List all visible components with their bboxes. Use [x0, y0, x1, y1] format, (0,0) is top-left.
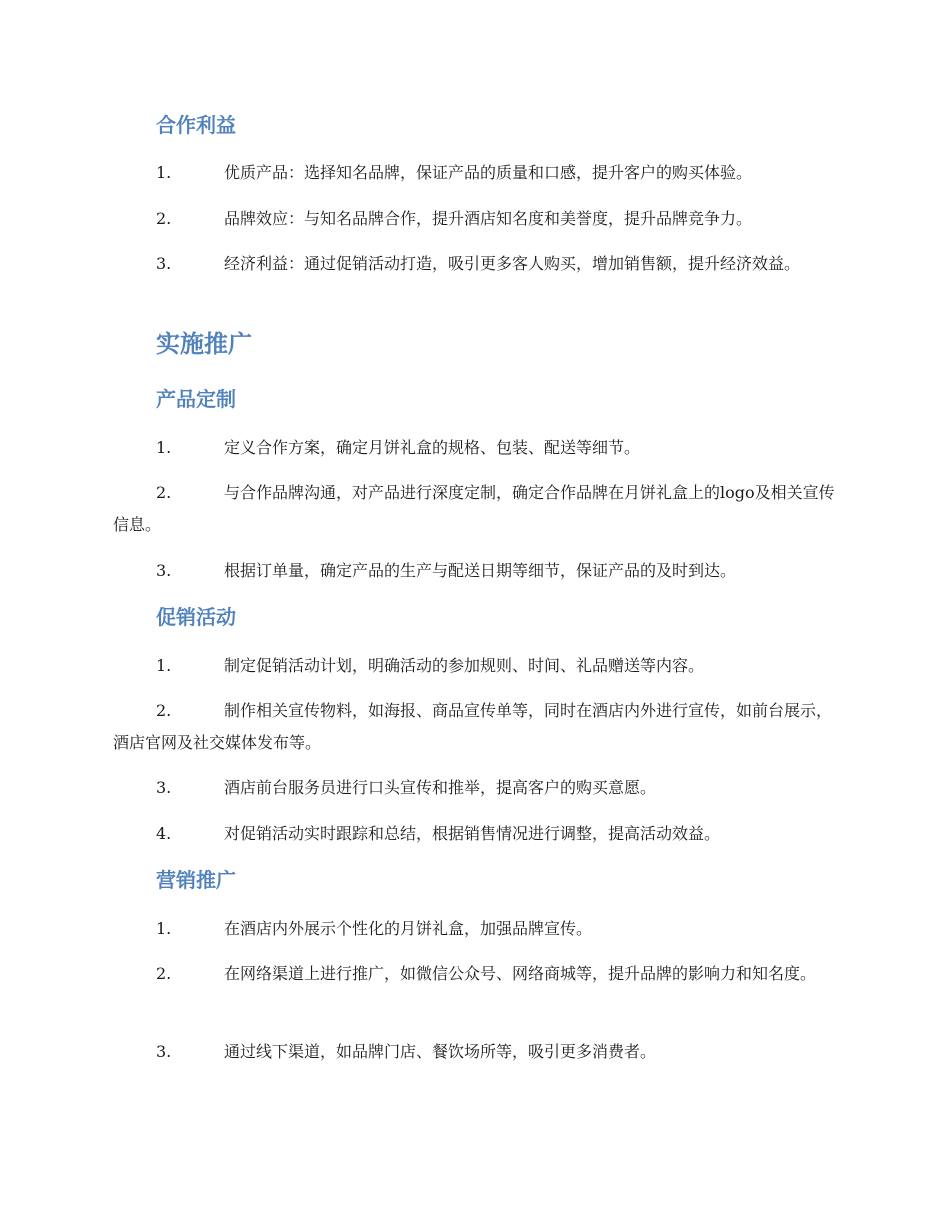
- list-item-number: 3.: [156, 778, 172, 797]
- list-item: [113, 555, 839, 587]
- list-item-text: 制定促销活动计划，明确活动的参加规则、时间、礼品赠送等内容。: [224, 656, 705, 675]
- list-item-number: 2.: [156, 964, 172, 983]
- list-item-text: 制作相关宣传物料，如海报、商品宣传单等，同时在酒店内外进行宣传，如前台展示，酒店官网及社交媒体发布等。: [113, 701, 833, 752]
- list-item: [113, 772, 839, 804]
- list-item-number: 3.: [156, 561, 172, 580]
- section-heading-customization: 产品定制: [156, 387, 236, 411]
- list-item-text: 优质产品：选择知名品牌，保证产品的质量和口感，提升客户的购买体验。: [224, 163, 753, 182]
- list-item: [113, 203, 839, 235]
- section-heading-implementation: 实施推广: [156, 330, 252, 358]
- list-item-number: 2.: [156, 483, 172, 502]
- list-item: [113, 958, 839, 990]
- list-item: [113, 432, 839, 464]
- list-item-number: 4.: [156, 824, 172, 843]
- list-item-number: 3.: [156, 254, 172, 273]
- list-item: [113, 650, 839, 682]
- list-item: [113, 913, 839, 945]
- list-item-text: 经济利益：通过促销活动打造，吸引更多客人购买，增加销售额，提升经济效益。: [224, 254, 801, 273]
- list-item-text: 品牌效应：与知名品牌合作，提升酒店知名度和美誉度，提升品牌竞争力。: [224, 209, 753, 228]
- list-item-text: 酒店前台服务员进行口头宣传和推举，提高客户的购买意愿。: [224, 778, 657, 797]
- list-item-number: 3.: [156, 1042, 172, 1061]
- section-heading-marketing: 营销推广: [156, 868, 236, 892]
- list-item: [113, 248, 839, 280]
- list-item-number: 1.: [156, 438, 172, 457]
- list-item: [113, 818, 839, 850]
- list-item-number: 1.: [156, 656, 172, 675]
- list-item: [113, 1036, 839, 1068]
- list-item-number: 2.: [156, 701, 172, 720]
- list-item-text: 在酒店内外展示个性化的月饼礼盒，加强品牌宣传。: [224, 919, 593, 938]
- list-item-text: 与合作品牌沟通，对产品进行深度定制，确定合作品牌在月饼礼盒上的logo及相关宣传信息。: [113, 483, 835, 534]
- section-heading-promotion: 促销活动: [156, 605, 236, 629]
- list-item: [113, 695, 839, 759]
- list-item-text: 根据订单量，确定产品的生产与配送日期等细节，保证产品的及时到达。: [224, 561, 737, 580]
- list-item: [113, 477, 839, 541]
- list-item-number: 2.: [156, 209, 172, 228]
- list-item-number: 1.: [156, 919, 172, 938]
- list-item-text: 在网络渠道上进行推广，如微信公众号、网络商城等，提升品牌的影响力和知名度。: [224, 964, 817, 983]
- list-item-text: 对促销活动实时跟踪和总结，根据销售情况进行调整，提高活动效益。: [224, 824, 721, 843]
- section-heading-benefits: 合作利益: [156, 113, 236, 137]
- list-item: [113, 157, 839, 189]
- list-item-number: 1.: [156, 163, 172, 182]
- list-item-text: 定义合作方案，确定月饼礼盒的规格、包装、配送等细节。: [224, 438, 641, 457]
- list-item-text: 通过线下渠道，如品牌门店、餐饮场所等，吸引更多消费者。: [224, 1042, 657, 1061]
